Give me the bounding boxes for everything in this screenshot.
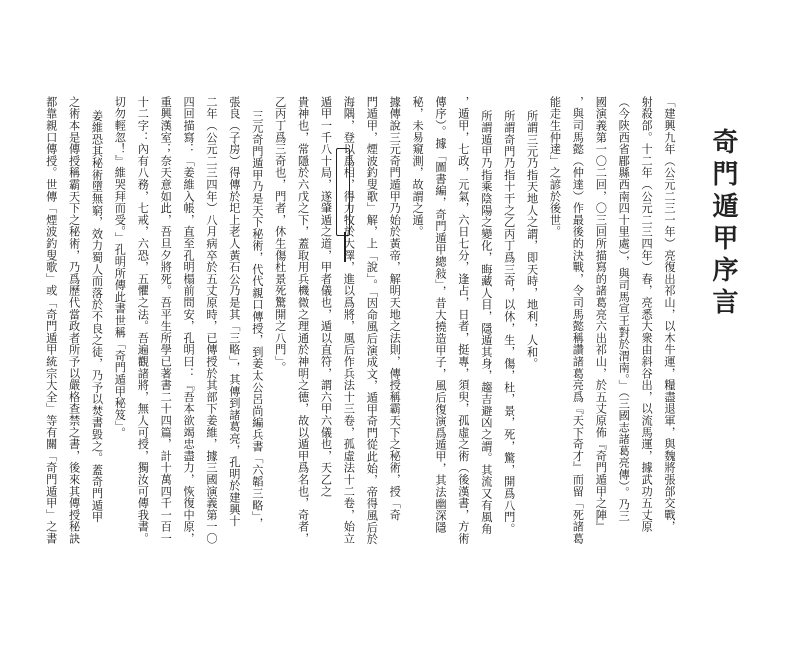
text-column: 所謂遁甲乃指乘陰陽之變化，晦藏人目，隱遁其身，趨吉避凶之謂。其流又有風角 bbox=[479, 110, 493, 535]
text-column: ，與司馬懿（仲達）作最後的決戰，令司馬懿稱讚諸葛亮爲『天下奇才』而留「死諸葛 bbox=[571, 96, 585, 545]
text-column: 「建興九年（公元二三一年）亮復出祁山，以木牛運，糧盡退軍，與魏將張郃交戰， bbox=[663, 96, 676, 533]
text-column: 都靠親口傳授。世傳「煙波釣叟歌」或「奇門遁甲統宗大全」等有關「奇門遁甲」之書 bbox=[44, 96, 58, 545]
text-column: 國演義第一〇二回，〇三回所描寫的諸葛亮六出祁山，於五丈原佈『奇門遁甲之陣』 bbox=[594, 96, 608, 533]
text-column: 姜維恐其秘術墮無窮，效力蜀人而落於不良之徒，乃予以焚書毀之。蓋奇門遁甲 bbox=[90, 110, 104, 523]
text-column: ，遁甲，七政，元氣，六日七分，逢占，日者，挺專，須臾，孤虛之術（後漢書，方術 bbox=[456, 96, 470, 545]
text-column: 射殺郃。十二年（公元二三四年）春，亮悉大衆由斜谷出，以流馬運，據武功五丈原 bbox=[640, 96, 654, 533]
text-column: 貴神也，常隱於六戊之下，蓋取用兵機微之理通於神明之德，故以遁甲爲名也，奇者， bbox=[296, 96, 310, 545]
text-column: 海隅，登以爲相，得力牧於大澤，進以爲將，風后作兵法十三卷，孤虛法十二卷，始立 bbox=[342, 96, 356, 545]
page-title: 奇門遁甲序言 bbox=[708, 128, 738, 320]
text-column: 張良（子房）得傳於圯上老人黃石公乃是其「三略」，其傳到諸葛亮，孔明於建興十 bbox=[227, 96, 241, 527]
text-column: 所謂奇門乃指十干之乙丙丁爲三奇，以休，生，傷，杜，景，死，驚，開爲八門。 bbox=[502, 110, 516, 535]
text-column: 能走生仲達」之諺於後世。 bbox=[548, 96, 562, 238]
text-column: 門遁甲，煙波釣叟歌」解，上「說」。「因命風后演成文，遁甲奇門從此始，帝得風后於 bbox=[365, 96, 379, 545]
text-column: 之術本是傳授稱霸天下之秘術，乃爲歷代當政者所予以嚴格查禁之書，後來其傳授秘訣 bbox=[67, 96, 81, 545]
text-column: 據傳說三元奇門遁甲乃始於黃帝，解明天地之法則，傳授稱霸天下之秘術，授「奇 bbox=[388, 96, 402, 521]
text-column: 乙丙丁爲三奇也，門者，休生傷杜景死驚開之八門」。 bbox=[273, 96, 287, 374]
text-column: 切勿輕忽！』維哭拜而受。」孔明所傳此書世稱「奇門遁甲秘笈」。 bbox=[113, 96, 127, 439]
text-column: 三元奇門遁甲乃是天下秘術，代代親口傳授，到姜太公呂尚編兵書「六韜三略」， bbox=[250, 110, 264, 530]
text-column: 所謂三元乃指天地人之謂，即天時，地利，人和。 bbox=[525, 110, 539, 370]
text-column: 遁甲一千八十局，遂肇遁之道，甲者儀也，遁以直符，謂六甲六儀也，天乙之 bbox=[319, 96, 333, 498]
text-column: 十二字：內有八務，七戒，六恐，五懼之法。吾遍觀諸將，無人可授，獨汝可傳我書。 bbox=[136, 96, 150, 545]
text-column: 秘，未易窺測，故謂之遁。 bbox=[411, 96, 425, 238]
text-column: 傳序）。據「圖書編，奇門遁甲總敍」，昔大撓造甲子，風后復演爲遁甲，其法幽深隱 bbox=[434, 96, 447, 534]
text-column: 二年（公元二三四年）八月病卒於五丈原時，已傳授於其部下姜維，據三國演義第一〇 bbox=[205, 96, 218, 545]
text-column: 四回描寫：「姜維入帳，直至孔明榻前問安，孔明曰：『吾本欲竭忠盡力，恢復中原， bbox=[182, 96, 196, 545]
text-column: 重興漢室；奈天意如此，吾旦夕將死。吾平生所學已著書二十四篇，計十萬四千一百一 bbox=[159, 96, 173, 545]
text-column: （今陝西省郿縣西南四十里處），與司馬宣王對於渭南。」（三國志諸葛亮傳）。乃三 bbox=[617, 96, 631, 522]
